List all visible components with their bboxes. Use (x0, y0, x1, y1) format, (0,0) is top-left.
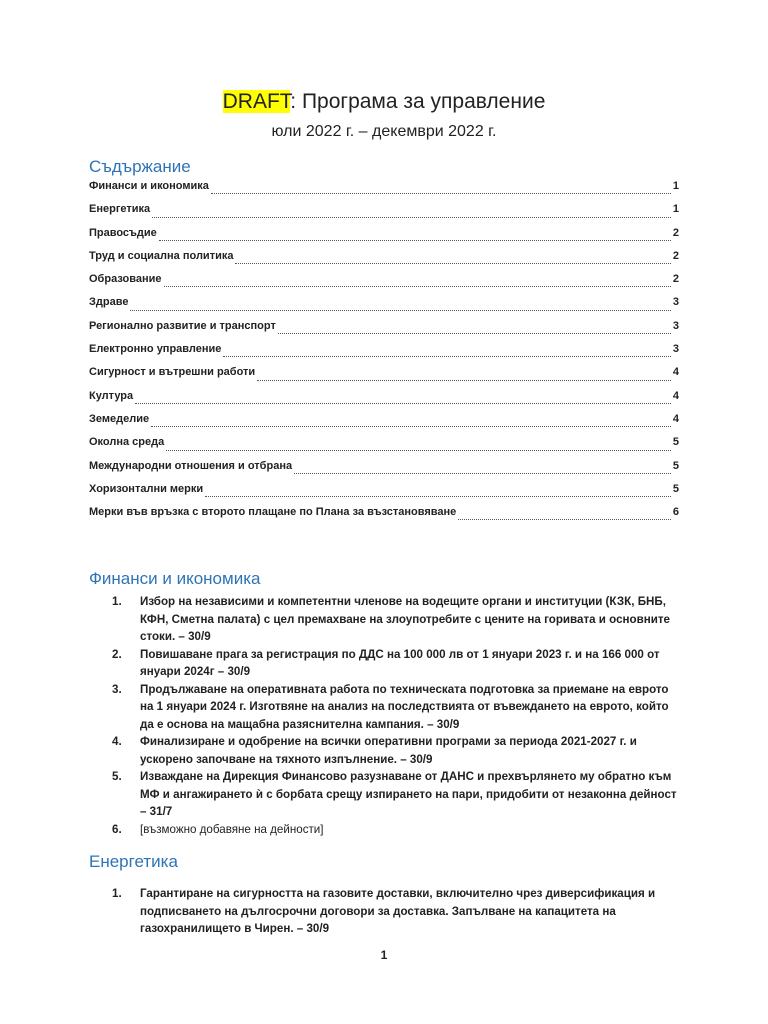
toc-entry-page: 1 (672, 203, 679, 216)
document-title (0, 88, 768, 116)
toc-entry[interactable] (89, 250, 679, 273)
toc-entry-label: Здраве (89, 296, 129, 309)
toc-entry[interactable] (89, 413, 679, 436)
list-item (112, 646, 682, 681)
toc-entry-page: 3 (672, 319, 679, 332)
toc-leader-dots (152, 217, 671, 218)
toc-leader-dots (205, 496, 671, 497)
list-item-text: [възможно добавяне на дейности] (140, 822, 324, 836)
list-item-number: 6. (112, 822, 122, 836)
toc-leader-dots (223, 356, 670, 357)
toc-entry-label: Земеделие (89, 412, 150, 425)
list-item-number: 1. (112, 595, 122, 608)
energy-measures-list (112, 885, 682, 938)
toc-entry-label: Образование (89, 273, 162, 286)
toc-leader-dots (211, 193, 671, 194)
toc-entry-page: 6 (672, 506, 679, 519)
toc-entry[interactable] (89, 506, 679, 529)
toc-leader-dots (235, 263, 670, 264)
toc-leader-dots (257, 380, 671, 381)
toc-entry[interactable] (89, 436, 679, 459)
toc-entry-label: Околна среда (89, 436, 165, 449)
toc-entry[interactable] (89, 343, 679, 366)
toc-leader-dots (135, 403, 671, 404)
toc-entry[interactable] (89, 180, 679, 203)
list-item-number: 4. (112, 735, 122, 748)
toc-leader-dots (151, 426, 671, 427)
toc-entry-page: 5 (672, 436, 679, 449)
list-item-number: 2. (112, 647, 122, 661)
finance-measures-list (112, 593, 682, 838)
toc-entry[interactable] (89, 203, 679, 226)
list-item-number: 5. (112, 770, 122, 783)
list-item (112, 593, 682, 646)
toc-entry-page: 3 (672, 343, 679, 356)
toc-entry-label: Финанси и икономика (89, 180, 209, 192)
toc-entry-page: 5 (672, 482, 679, 495)
toc-entry-page: 2 (672, 273, 679, 286)
toc-entry-label: Регионално развитие и транспорт (89, 319, 276, 332)
list-item (112, 733, 682, 768)
toc-heading: Съдържание (89, 157, 191, 176)
toc-entry[interactable] (89, 227, 679, 250)
list-item (112, 885, 682, 938)
table-of-contents (89, 180, 679, 529)
toc-entry-page: 4 (672, 412, 679, 425)
document-subtitle: юли 2022 г. – декември 2022 г. (271, 123, 497, 140)
list-item (112, 681, 682, 734)
list-item-number: 3. (112, 682, 122, 696)
toc-entry-page: 3 (672, 296, 679, 309)
section-heading-energy: Енергетика (89, 852, 178, 871)
section-heading-finance: Финанси и икономика (89, 569, 261, 588)
toc-leader-dots (159, 240, 671, 241)
toc-entry-label: Правосъдие (89, 226, 157, 239)
list-item-text: Продължаване на оперативната работа по техническата подготовка за приемане на еврото на 1 януари 2024 г. Изготвяне на анализ на последствията от въвеждането на еврото, който да е основа на мащабна разяснителна кампания. – 30/9 (140, 682, 669, 731)
toc-entry-page: 2 (672, 226, 679, 239)
toc-entry-page: 1 (672, 180, 679, 192)
title-text: : Програма за управление (290, 90, 546, 113)
toc-entry[interactable] (89, 320, 679, 343)
toc-entry[interactable] (89, 366, 679, 389)
toc-entry[interactable] (89, 273, 679, 296)
toc-leader-dots (164, 286, 671, 287)
toc-entry-label: Международни отношения и отбрана (89, 459, 293, 472)
toc-entry[interactable] (89, 296, 679, 319)
toc-entry-label: Мерки във връзка с второто плащане по Плана за възстановяване (89, 506, 457, 519)
toc-leader-dots (130, 310, 670, 311)
page-number: 1 (380, 948, 388, 962)
toc-entry-page: 4 (672, 389, 679, 402)
toc-leader-dots (458, 519, 671, 520)
list-item-number: 1. (112, 887, 122, 900)
toc-entry-label: Труд и социална политика (89, 249, 234, 262)
list-item-text: Изваждане на Дирекция Финансово разузнаване от ДАНС и прехвърлянето му обратно към МФ и ангажирането ѝ с борбата срещу изпирането на пари, придобити от незаконна дейност – 31/7 (140, 770, 677, 818)
list-item-text: Финализиране и одобрение на всички оперативни програми за периода 2021-2027 г. и ускорено започване на тяхното изпълнение. – 30/9 (140, 735, 637, 766)
list-item-text: Избор на независими и компетентни членове на водещите органи и институции (КЗК, БНБ, КФН, Сметна палата) с цел премахване на злоупотребите с цените на горивата и основните стоки. – 30/9 (140, 595, 670, 643)
list-item-text: Гарантиране на сигурността на газовите доставки, включително чрез диверсификация и подписването на дългосрочни договори за доставка. Запълване на капацитета на газохранилището в Чирен. – 30/9 (140, 887, 656, 935)
toc-entry-page: 5 (672, 459, 679, 472)
toc-entry[interactable] (89, 483, 679, 506)
toc-leader-dots (294, 473, 671, 474)
toc-entry-label: Енергетика (89, 203, 151, 216)
toc-entry-label: Култура (89, 389, 134, 402)
toc-entry-page: 2 (672, 249, 679, 262)
list-item (112, 821, 682, 839)
toc-entry-label: Електронно управление (89, 343, 222, 356)
draft-label: DRAFT (222, 90, 291, 113)
toc-entry-page: 4 (672, 366, 679, 379)
list-item (112, 768, 682, 821)
toc-leader-dots (278, 333, 671, 334)
list-item-text: Повишаване прага за регистрация по ДДС на 100 000 лв от 1 януари 2023 г. и на 166 000 от януари 2024г – 30/9 (140, 647, 660, 678)
toc-entry[interactable] (89, 390, 679, 413)
toc-entry-label: Хоризонтални мерки (89, 482, 204, 495)
toc-entry-label: Сигурност и вътрешни работи (89, 366, 256, 379)
toc-entry[interactable] (89, 460, 679, 483)
toc-leader-dots (166, 450, 671, 451)
